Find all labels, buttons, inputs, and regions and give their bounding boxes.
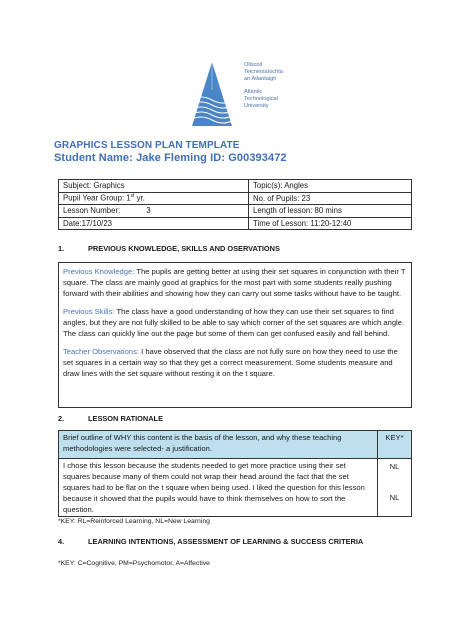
previous-knowledge-paragraph: Previous Knowledge: The pupils are getting better at using their set squares in conjunction with their T square. The class are mainly good at graphics for the most part with some students really pushing forward with their abilities and showing how they can carry out some tasks without have to be taught.: [63, 267, 406, 299]
key-cell: [378, 459, 412, 517]
lesson-info-table: [58, 179, 412, 230]
topic-cell: Topic(s): Angles: [249, 180, 412, 193]
table-row: [59, 431, 412, 459]
template-title: GRAPHICS LESSON PLAN TEMPLATE: [54, 140, 240, 151]
date-cell: Date:17/10/23: [59, 217, 249, 230]
subject-cell: Subject: Graphics: [59, 180, 249, 193]
student-name-line: Student Name: Jake Fleming ID: G00393472: [54, 152, 287, 164]
time-cell: Time of Lesson: 11:20-12:40: [249, 217, 412, 230]
logo-wordmark: [244, 62, 283, 110]
logo-line: Ollscoil: [244, 62, 263, 68]
table-row: [59, 192, 412, 205]
key-value: NL: [389, 493, 400, 503]
key-value: NL: [389, 462, 400, 471]
section-4-heading: 4. LEARNING INTENTIONS, ASSESSMENT OF LEARNING & SUCCESS CRITERIA: [58, 537, 364, 546]
logo-line: University: [244, 103, 269, 109]
key-header: KEY*: [378, 431, 412, 459]
key-note-learning: *KEY: RL=Reinforced Learning, NL=New Learning: [58, 518, 210, 525]
section-2-heading: 2. LESSON RATIONALE: [58, 414, 164, 423]
rationale-prompt: Brief outline of WHY this content is the basis of the lesson, and why these teaching methodologies were selected- a justification.: [59, 431, 378, 459]
pupils-cell: No. of Pupils: 23: [249, 192, 412, 205]
section-1-heading: 1. PREVIOUS KNOWLEDGE, SKILLS AND OSERVATIONS: [58, 244, 280, 253]
table-row: [59, 180, 412, 193]
previous-skills-paragraph: Previous Skills: The class have a good understanding of how they can use their set squares to find angles, but they are not fully skilled to be able to say which corner of the set squares are which angle. The class can quickly line out the page but some of them can get confused easily and fall behind.: [63, 306, 405, 338]
table-row: [59, 459, 412, 517]
logo-line: an Atlantaigh: [244, 76, 277, 82]
logo-line: Atlantic: [244, 89, 263, 95]
table-row: [59, 205, 412, 218]
logo-line: Teicneolaíochta: [244, 69, 283, 75]
table-row: [59, 217, 412, 230]
key-note-domains: *KEY: C=Cognitive, PM=Psychomotor, A=Affective: [58, 560, 210, 567]
rationale-text: I chose this lesson because the students needed to get more practice using their set squares because many of them could not wrap their head around the fact that the set squares had to be flat on the t square when being used. I liked the question for this lesson because it showed that the pupils would have to think themselves on how to sort the question.: [59, 459, 378, 517]
previous-knowledge-box: [58, 262, 412, 408]
teacher-observations-paragraph: Teacher Observations: I have observed that the class are not fully sure on how they need to use the set squares in a certain way so that they get a correct measurement. Some students measure and draw lines with the set square without resting it on the t square.: [63, 346, 398, 378]
rationale-table: [58, 430, 412, 517]
lesson-number-cell: Lesson Number: 3: [59, 205, 249, 218]
logo-line: Technological: [244, 96, 278, 102]
year-group-cell: Pupil Year Group: 1st yr.: [59, 192, 249, 205]
length-cell: Length of lesson: 80 mins: [249, 205, 412, 218]
